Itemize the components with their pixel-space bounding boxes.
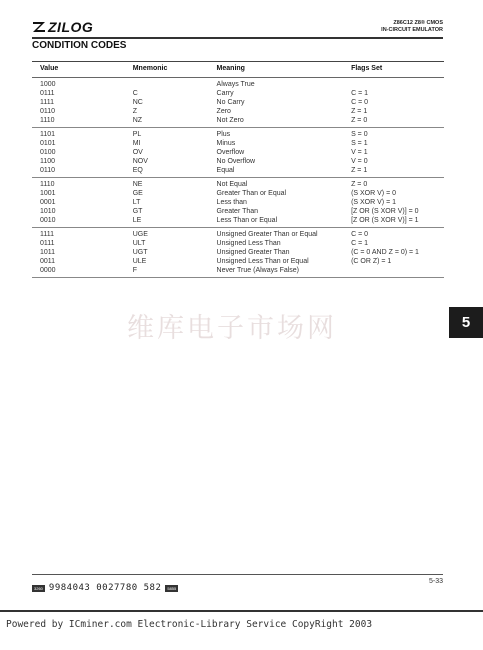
cell-meaning: Less than xyxy=(216,199,247,206)
cell-meaning: Minus xyxy=(216,140,236,147)
cell-meaning: Overflow xyxy=(216,149,245,156)
table-row xyxy=(32,216,444,228)
barcode-number: 9984043 0027780 582 xyxy=(48,583,162,593)
cell-value: 0100 xyxy=(40,149,56,156)
footer-code-line xyxy=(32,583,178,593)
cell-meaning: Unsigned Greater Than or Equal xyxy=(216,231,318,238)
cell-flags xyxy=(351,266,444,278)
cell-flags xyxy=(351,78,444,90)
cell-mnemonic: UGE xyxy=(132,231,148,238)
cell-mnemonic: PL xyxy=(132,131,142,138)
cell-mnemonic: MI xyxy=(132,140,141,147)
cell-mnemonic: F xyxy=(133,266,217,278)
cell-value: 0111 xyxy=(40,240,55,247)
table-row xyxy=(32,128,444,140)
condition-codes-table xyxy=(32,61,444,278)
column-header-meaning: Meaning xyxy=(217,62,352,78)
table-row xyxy=(32,166,444,178)
table-row xyxy=(32,157,444,166)
footer-divider xyxy=(32,574,443,575)
cell-meaning: Carry xyxy=(216,90,234,97)
section-title: CONDITION CODES xyxy=(32,40,127,51)
column-header-mnemonic: Mnemonic xyxy=(133,62,217,78)
cell-flags: C = 0 xyxy=(351,99,368,106)
bottom-divider xyxy=(0,610,483,612)
cell-mnemonic: NE xyxy=(132,181,143,188)
cell-value: 0011 xyxy=(40,258,56,265)
cell-flags: C = 1 xyxy=(351,240,368,247)
cell-value: 1011 xyxy=(40,249,56,256)
cell-meaning: Plus xyxy=(216,131,231,138)
watermark: 维库电子市场网 xyxy=(127,313,337,344)
table-row xyxy=(32,78,444,90)
cell-value: 0010 xyxy=(32,216,133,228)
header-subtitle: IN-CIRCUIT EMULATOR xyxy=(381,27,443,33)
cell-mnemonic: ULE xyxy=(132,258,147,265)
cell-flags: V = 1 xyxy=(351,149,368,156)
cell-value: 1001 xyxy=(40,190,56,197)
table-row xyxy=(32,189,444,198)
cell-flags: (S XOR V) = 0 xyxy=(351,190,396,197)
cell-meaning: Less Than or Equal xyxy=(217,216,352,228)
cell-value: 1111 xyxy=(40,231,55,238)
cell-value: 0111 xyxy=(40,90,55,97)
cell-mnemonic: UGT xyxy=(132,249,148,256)
cell-value: 0110 xyxy=(32,166,133,178)
header-divider xyxy=(32,37,443,39)
cell-mnemonic xyxy=(133,78,217,90)
cell-mnemonic: LT xyxy=(132,199,141,206)
cell-value: 0110 xyxy=(40,108,56,115)
cell-value: 1100 xyxy=(40,158,56,165)
table-row xyxy=(32,89,444,98)
cell-meaning: Equal xyxy=(217,166,352,178)
table-row xyxy=(32,248,444,257)
cell-value: 1000 xyxy=(40,81,56,88)
page-number: 5-33 xyxy=(428,578,443,585)
cell-flags: Z = 0 xyxy=(351,116,444,128)
cell-value: 1110 xyxy=(32,116,133,128)
table-row xyxy=(32,228,444,240)
cell-meaning: No Overflow xyxy=(216,158,256,165)
cell-meaning: Always True xyxy=(216,81,255,88)
cell-flags: Z = 0 xyxy=(351,181,368,188)
cell-mnemonic: EQ xyxy=(133,166,217,178)
cell-meaning: No Carry xyxy=(216,99,245,106)
header-product: Z86C12 Z8® CMOS xyxy=(393,20,443,26)
table-header-row xyxy=(32,62,444,78)
cell-meaning: Greater Than or Equal xyxy=(216,190,287,197)
cell-meaning: Unsigned Greater Than xyxy=(216,249,290,256)
cell-value: 1101 xyxy=(40,131,56,138)
column-header-value: Value xyxy=(32,62,133,78)
cell-mnemonic: GE xyxy=(132,190,143,197)
cell-mnemonic: NOV xyxy=(132,158,148,165)
cell-mnemonic: NZ xyxy=(133,116,217,128)
cell-value: 1010 xyxy=(40,208,56,215)
brand-name: ZILOG xyxy=(48,19,94,35)
cell-value: 0001 xyxy=(40,199,56,206)
table-row xyxy=(32,198,444,207)
cell-flags: Z = 1 xyxy=(351,166,444,178)
chapter-tab: 5 xyxy=(449,307,483,338)
table-row xyxy=(32,116,444,128)
table-row xyxy=(32,207,444,216)
cell-meaning: Not Zero xyxy=(217,116,352,128)
table-body xyxy=(32,78,444,278)
cell-flags: [Z OR (S XOR V)] = 0 xyxy=(351,208,419,215)
table-row xyxy=(32,98,444,107)
table-row xyxy=(32,239,444,248)
footer-tag-right: 5855 xyxy=(167,585,177,591)
table-row xyxy=(32,139,444,148)
cell-meaning: Greater Than xyxy=(216,208,259,215)
cell-value: 1111 xyxy=(40,99,55,106)
cell-flags: (C OR Z) = 1 xyxy=(351,258,392,265)
table-row xyxy=(32,107,444,116)
cell-mnemonic: ULT xyxy=(132,240,146,247)
table-row xyxy=(32,178,444,190)
table-row xyxy=(32,257,444,266)
cell-flags: C = 1 xyxy=(351,90,368,97)
cell-value: 0000 xyxy=(32,266,133,278)
cell-mnemonic: LE xyxy=(133,216,217,228)
cell-meaning: Not Equal xyxy=(216,181,248,188)
cell-value: 0101 xyxy=(40,140,56,147)
cell-meaning: Zero xyxy=(216,108,231,115)
cell-mnemonic: Z xyxy=(132,108,137,115)
cell-value: 1110 xyxy=(40,181,55,188)
zilog-mark-icon xyxy=(32,21,46,33)
powered-by-text: Powered by ICminer.com Electronic-Library Service CopyRight 2003 xyxy=(6,619,373,630)
cell-flags: (S XOR V) = 1 xyxy=(351,199,396,206)
table-row xyxy=(32,266,444,278)
cell-mnemonic: GT xyxy=(132,208,143,215)
footer-tag-left: 3260 xyxy=(34,585,43,591)
table-row xyxy=(32,148,444,157)
cell-flags: S = 1 xyxy=(351,140,368,147)
zilog-logo xyxy=(32,20,93,34)
cell-flags: Z = 1 xyxy=(351,108,368,115)
cell-mnemonic: C xyxy=(132,90,138,97)
cell-flags: [Z OR (S XOR V)] = 1 xyxy=(351,216,444,228)
cell-flags: C = 0 xyxy=(351,231,368,238)
cell-mnemonic: OV xyxy=(132,149,143,156)
cell-flags: S = 0 xyxy=(351,131,368,138)
document-header xyxy=(381,20,443,34)
cell-flags: V = 0 xyxy=(351,158,368,165)
cell-meaning: Never True (Always False) xyxy=(217,266,352,278)
cell-meaning: Unsigned Less Than xyxy=(216,240,281,247)
cell-meaning: Unsigned Less Than or Equal xyxy=(216,258,309,265)
cell-mnemonic: NC xyxy=(132,99,143,106)
cell-flags: (C = 0 AND Z = 0) = 1 xyxy=(351,249,419,256)
column-header-flags: Flags Set xyxy=(351,62,444,78)
